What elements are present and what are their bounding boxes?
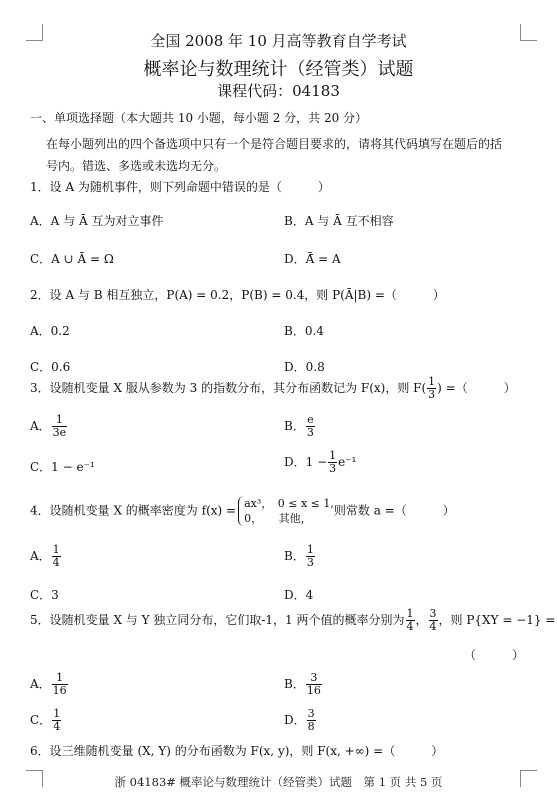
exam-title: 全国 2008 年 10 月高等教育自学考试 [150,32,407,50]
question-2-option-c: C．0.6 [30,360,71,374]
question-5-option-c: C． $\frac{1}{4}$ [30,707,61,733]
paper-title: 概率论与数理统计（经管类）试题 [143,59,414,80]
question-5-option-d: D． $\frac{3}{8}$ [284,707,315,733]
question-4-stem: 4．设随机变量 X 的概率密度为 f(x) = ax³， 0 ≤ x ≤ 1, 0， 其他， 则常数 a =（ ） [30,497,455,525]
question-4-option-b: B． $\frac{1}{3}$ [284,543,314,569]
question-3-option-d: D．1 − $\frac{1}{3}$ e⁻¹ [284,449,357,475]
question-4-option-a: A． $\frac{1}{4}$ [30,543,60,569]
question-3-stem [30,376,516,401]
piecewise-brace: ax³， 0 ≤ x ≤ 1, 0， 其他， [238,496,334,526]
question-3-stem-pre: 3．设随机变量 X 服从参数为 3 的指数分布，其分布函数记为 F(x)，则 F( [30,381,427,395]
question-4-option-d: D．4 [284,588,314,602]
course-code: 课程代码：04183 [217,82,340,100]
question-3-stem-post: ) =（ ） [437,381,516,395]
question-6-stem: 6．设三维随机变量 (X, Y) 的分布函数为 F(x, y)，则 F(x, +∞) =（ ） [30,744,444,758]
question-1-option-d: D．Ā̄ = A [284,252,341,266]
question-3-option-a: A． $\frac{1}{3e}$ [30,413,67,439]
question-2-option-d: D．0.8 [284,360,325,374]
question-1-option-a: A．A 与 Ā 互为对立事件 [30,214,164,228]
question-4-option-c: C．3 [30,588,59,602]
page-footer: 浙 04183# 概率论与数理统计（经管类）试题 第 1 页 共 5 页 [114,775,443,789]
section-title: 一、单项选择题（本大题共 10 小题，每小题 2 分，共 20 分） [30,111,368,125]
question-2-option-b: B．0.4 [284,324,324,338]
section-instruction-1: 在每小题列出的四个备选项中只有一个是符合题目要求的，请将其代码填写在题后的括 [46,137,503,151]
question-3-option-b: B． $\frac{e}{3}$ [284,413,314,439]
question-3-option-c: C．1 − e⁻¹ [30,460,95,474]
question-2-stem: 2．设 A 与 B 相互独立，P(A) = 0.2，P(B) = 0.4，则 P(Ā|B) =（ ） [30,288,445,302]
section-instruction-2: 号内。错选、多选或未选均无分。 [46,159,227,173]
question-3-argument-fraction: $\frac{1}{3}$ [428,375,436,401]
question-1-stem: 1．设 A 为随机事件，则下列命题中错误的是（ ） [30,180,330,194]
question-5-option-b: B． $\frac{3}{16}$ [284,671,321,697]
question-1-option-b: B．A 与 Ā 互不相容 [284,214,394,228]
question-5-option-a: A． $\frac{1}{16}$ [30,671,67,697]
question-2-option-a: A．0.2 [30,324,70,338]
question-5-stem: 5．设随机变量 X 与 Y 独立同分布，它们取-1，1 两个值的概率分别为 $\frac{1}{4}$ ， $\frac{3}{4}$ ，则 P{XY = −1} = [30,607,556,633]
question-1-option-c: C．A ∪ Ā = Ω [30,252,114,266]
question-5-answer-paren: （ ） [464,648,525,662]
